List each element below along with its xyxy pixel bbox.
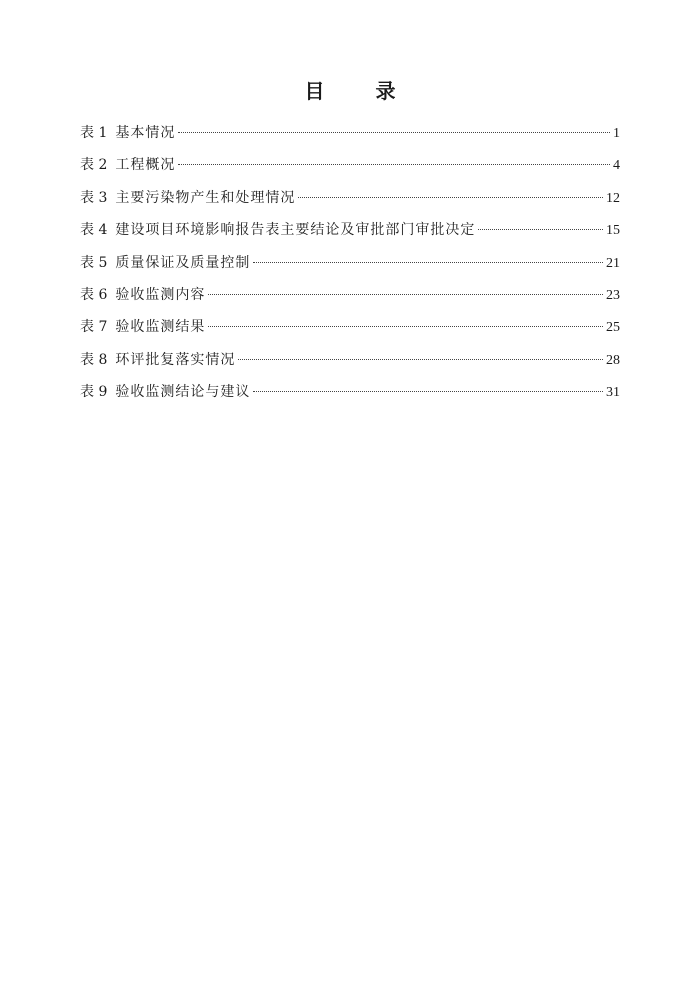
toc-entry[interactable] [80, 311, 620, 343]
toc-entry-page: 23 [606, 287, 620, 303]
toc-entry[interactable] [80, 214, 620, 246]
toc-entry-number: 表 8 [80, 351, 108, 368]
dot-leader [253, 262, 603, 263]
toc-entry[interactable] [80, 182, 620, 214]
toc-entry-number: 表 1 [80, 125, 108, 141]
toc-entry-page: 15 [606, 223, 620, 239]
table-of-contents [80, 117, 620, 409]
toc-entry-page: 1 [613, 126, 620, 141]
toc-entry-page: 12 [606, 190, 620, 206]
toc-entry[interactable] [80, 117, 620, 149]
toc-entry-page: 28 [606, 352, 620, 368]
toc-entry-number: 表 3 [80, 189, 108, 206]
toc-entry[interactable] [80, 344, 620, 376]
dot-leader [238, 359, 603, 360]
toc-entry-title: 验收监测内容 [115, 286, 206, 303]
toc-entry-title: 验收监测结论与建议 [115, 384, 251, 401]
toc-entry-title: 质量保证及质量控制 [115, 254, 251, 271]
dot-leader [208, 326, 603, 327]
toc-entry-number: 表 7 [80, 319, 108, 336]
toc-entry-title: 建设项目环境影响报告表主要结论及审批部门审批决定 [115, 222, 476, 239]
toc-entry-page: 21 [606, 255, 620, 271]
toc-entry-number: 表 6 [80, 286, 108, 303]
toc-entry[interactable] [80, 247, 620, 279]
toc-title: 目 录 [304, 79, 418, 103]
toc-entry-number: 表 9 [80, 384, 108, 401]
dot-leader [178, 132, 610, 133]
toc-entry-title: 基本情况 [115, 125, 176, 141]
toc-entry-title: 验收监测结果 [115, 319, 206, 336]
toc-entry-title: 工程概况 [115, 157, 176, 174]
toc-entry-title: 环评批复落实情况 [115, 351, 236, 368]
toc-entry[interactable] [80, 376, 620, 408]
dot-leader [208, 294, 603, 295]
toc-entry-page: 25 [606, 320, 620, 336]
dot-leader [478, 229, 603, 230]
toc-entry-number: 表 4 [80, 222, 108, 239]
toc-entry-page: 4 [613, 158, 620, 174]
toc-entry-number: 表 5 [80, 254, 108, 271]
toc-entry[interactable] [80, 279, 620, 311]
toc-entry-title: 主要污染物产生和处理情况 [115, 189, 296, 206]
toc-entry-page: 31 [606, 385, 620, 401]
toc-entry[interactable] [80, 149, 620, 181]
dot-leader [298, 197, 603, 198]
toc-entry-number: 表 2 [80, 157, 108, 174]
dot-leader [253, 391, 603, 392]
dot-leader [178, 164, 610, 165]
